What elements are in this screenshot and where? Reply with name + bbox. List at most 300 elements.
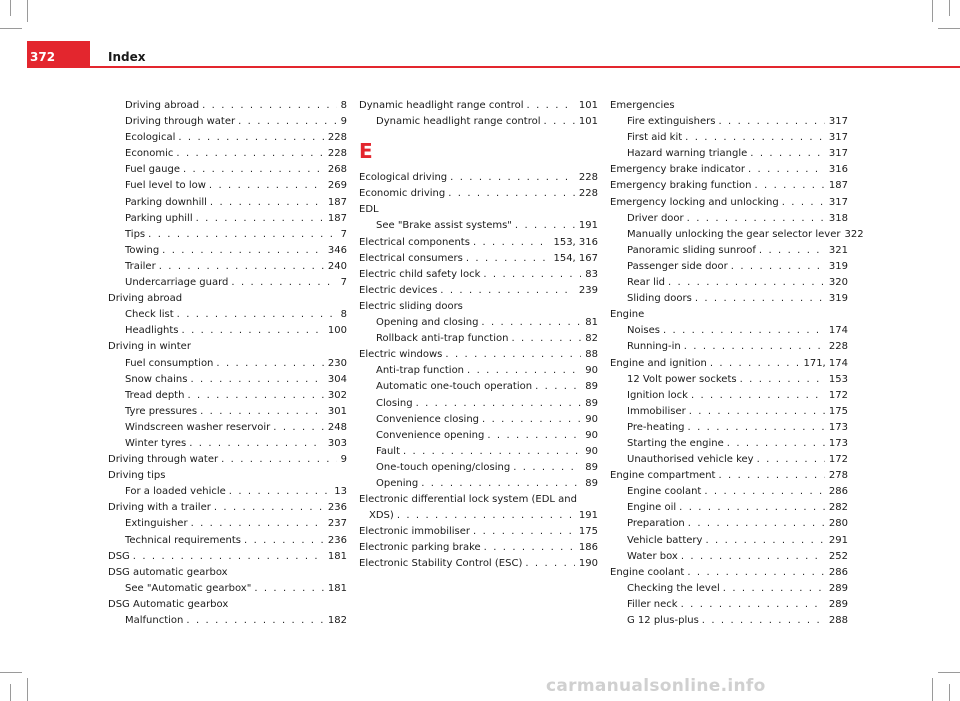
- dot-leader: [715, 468, 824, 484]
- entry-page-number: 239: [578, 284, 598, 296]
- index-subentry: [108, 195, 347, 211]
- crop-mark: [0, 672, 22, 673]
- dot-leader: [510, 460, 581, 476]
- entry-page-number: 171, 174: [803, 357, 848, 369]
- dot-leader: [183, 613, 324, 629]
- dot-leader: [678, 549, 825, 565]
- entry-page-number: 81: [585, 317, 598, 329]
- entry-label: Driving in winter: [108, 341, 191, 353]
- entry-page-number: 269: [327, 180, 347, 192]
- entry-page-number: 286: [828, 566, 848, 578]
- dot-leader: [720, 581, 825, 597]
- index-subentry: [610, 323, 848, 339]
- dot-leader: [173, 146, 323, 162]
- entry-label: Pre-heating: [627, 421, 685, 433]
- entry-page-number: 303: [327, 437, 347, 449]
- entry-label: Dynamic headlight range control: [376, 116, 541, 128]
- dot-leader: [470, 235, 550, 251]
- entry-page-number: 304: [327, 373, 347, 385]
- index-entry: [610, 307, 848, 323]
- index-entry: [359, 283, 598, 299]
- entry-page-number: 90: [585, 429, 598, 441]
- index-subentry: [108, 98, 347, 114]
- entry-label: Fuel consumption: [125, 357, 214, 369]
- entry-page-number: 289: [828, 582, 848, 594]
- entry-label: Closing: [376, 397, 413, 409]
- entry-label: Electronic parking brake: [359, 542, 481, 554]
- index-subentry: [108, 162, 347, 178]
- entry-page-number: 173: [828, 421, 848, 433]
- dot-leader: [418, 476, 581, 492]
- entry-label: One-touch opening/closing: [376, 461, 511, 473]
- crop-mark: [932, 678, 933, 701]
- dot-leader: [193, 211, 324, 227]
- entry-label: Winter tyres: [125, 437, 187, 449]
- index-entry: [108, 468, 347, 484]
- entry-page-number: 317: [828, 148, 848, 160]
- index-subentry: [610, 130, 848, 146]
- entry-label: Emergency brake indicator: [610, 164, 745, 176]
- entry-label: Electronic Stability Control (ESC): [359, 558, 523, 570]
- dot-leader: [682, 130, 825, 146]
- entry-page-number: 228: [327, 132, 347, 144]
- entry-label: EDL: [359, 204, 379, 216]
- index-entry: [359, 492, 598, 508]
- entry-page-number: 88: [585, 349, 598, 361]
- dot-leader: [197, 404, 324, 420]
- entry-label: Electric child safety lock: [359, 268, 481, 280]
- index-subentry: [108, 516, 347, 532]
- entry-label: Emergency braking function: [610, 180, 752, 192]
- crop-mark: [0, 28, 22, 29]
- index-subentry: [610, 597, 848, 613]
- index-subentry: [610, 549, 848, 565]
- entry-label: G 12 plus-plus: [627, 615, 699, 626]
- entry-page-number: 153: [828, 373, 848, 385]
- entry-label: Passenger side door: [627, 260, 728, 272]
- crop-mark: [938, 672, 960, 673]
- index-entry: [610, 468, 848, 484]
- dot-leader: [241, 533, 324, 549]
- entry-page-number: 322: [844, 228, 864, 240]
- index-subentry: [359, 428, 598, 444]
- index-subentry: [610, 243, 848, 259]
- entry-label: Engine coolant: [610, 566, 685, 578]
- entry-label: Panoramic sliding sunroof: [627, 244, 756, 256]
- dot-leader: [445, 186, 575, 202]
- index-subentry: [108, 178, 347, 194]
- dot-leader: [684, 565, 825, 581]
- index-subentry: [610, 581, 848, 597]
- entry-page-number: 172: [828, 389, 848, 401]
- index-subentry: [610, 146, 848, 162]
- crop-mark: [10, 684, 11, 701]
- dot-leader: [478, 315, 581, 331]
- entry-label: Engine oil: [627, 502, 677, 514]
- index-subentry: [108, 420, 347, 436]
- entry-label: Electrical components: [359, 236, 470, 248]
- dot-leader: [484, 428, 581, 444]
- entry-page-number: 173: [828, 437, 848, 449]
- entry-page-number: 317: [828, 132, 848, 144]
- entry-label: Driving through water: [108, 454, 219, 466]
- entry-page-number: 8: [340, 100, 347, 111]
- index-subentry: [610, 259, 848, 275]
- entry-label: Towing: [125, 244, 160, 256]
- entry-label: Running-in: [627, 341, 681, 353]
- header-rule: [90, 66, 960, 68]
- index-subentry: [610, 500, 848, 516]
- dot-leader: [213, 356, 324, 372]
- dot-leader: [130, 549, 324, 565]
- entry-label: 12 Volt power sockets: [627, 373, 737, 385]
- index-subentry: [359, 396, 598, 412]
- index-entry: [610, 98, 848, 114]
- index-entry: [610, 178, 848, 194]
- index-subentry: [108, 372, 347, 388]
- entry-label: DSG automatic gearbox: [108, 566, 228, 578]
- index-subentry: [108, 227, 347, 243]
- entry-page-number: 191: [578, 220, 598, 232]
- dot-leader: [747, 146, 825, 162]
- index-subentry: [108, 404, 347, 420]
- entry-label: Manually unlocking the gear selector lever: [627, 228, 841, 240]
- dot-leader: [676, 500, 825, 516]
- entry-page-number: 319: [828, 293, 848, 305]
- dot-leader: [678, 597, 825, 613]
- entry-label: Parking uphill: [125, 212, 193, 224]
- index-subentry: [108, 211, 347, 227]
- entry-label: Electric windows: [359, 349, 443, 361]
- crop-mark: [10, 0, 11, 16]
- index-column-3: [610, 98, 864, 629]
- entry-label: Economic: [125, 148, 174, 160]
- index-subentry: [108, 130, 347, 146]
- index-subentry: [108, 356, 347, 372]
- dot-leader: [692, 291, 825, 307]
- entry-label: XDS): [369, 510, 394, 522]
- index-subentry: [610, 372, 848, 388]
- index-subentry: [610, 613, 848, 629]
- index-subentry: [610, 404, 848, 420]
- dot-leader: [251, 581, 324, 597]
- entry-page-number: 90: [585, 445, 598, 457]
- index-subentry: [108, 484, 347, 500]
- dot-leader: [532, 379, 581, 395]
- index-subentry: [610, 436, 848, 452]
- entry-label: Emergency locking and unlocking: [610, 196, 779, 208]
- entry-label: Electronic immobiliser: [359, 526, 471, 538]
- entry-label: Tread depth: [125, 389, 185, 401]
- entry-page-number: 89: [585, 397, 598, 409]
- entry-label: Water box: [627, 550, 678, 562]
- dot-leader: [156, 259, 324, 275]
- entry-page-number: 236: [327, 502, 347, 514]
- crop-mark: [27, 678, 28, 701]
- dot-leader: [199, 98, 337, 114]
- entry-label: Fault: [376, 445, 400, 457]
- entry-page-number: 252: [828, 550, 848, 562]
- index-subentry: [108, 388, 347, 404]
- dot-leader: [174, 307, 337, 323]
- index-entry: [359, 524, 598, 540]
- index-subentry: [108, 533, 347, 549]
- dot-leader: [180, 162, 324, 178]
- dot-leader: [715, 114, 824, 130]
- dot-leader: [226, 484, 330, 500]
- entry-label: Unauthorised vehicle key: [627, 454, 754, 466]
- entry-page-number: 9: [340, 116, 347, 128]
- entry-label: Headlights: [125, 325, 179, 337]
- dot-leader: [754, 452, 825, 468]
- entry-label: Driving abroad: [108, 293, 183, 305]
- dot-leader: [524, 98, 575, 114]
- entry-label: Driving abroad: [125, 100, 200, 111]
- entry-label: Engine: [610, 309, 645, 321]
- page-header: [0, 41, 960, 68]
- entry-label: Snow chains: [125, 373, 188, 385]
- entry-page-number: 101: [578, 116, 598, 128]
- dot-leader: [724, 436, 825, 452]
- dot-leader: [751, 178, 824, 194]
- entry-page-number: 89: [585, 381, 598, 393]
- dot-leader: [701, 484, 825, 500]
- entry-label: Checking the level: [627, 582, 720, 594]
- index-entry: [108, 452, 347, 468]
- index-subentry: [359, 444, 598, 460]
- entry-label: Anti-trap function: [376, 365, 465, 377]
- entry-page-number: 8: [340, 309, 347, 321]
- entry-page-number: 90: [585, 365, 598, 377]
- entry-page-number: 317: [828, 116, 848, 128]
- entry-page-number: 280: [828, 518, 848, 530]
- index-entry: [610, 195, 848, 211]
- dot-leader: [228, 275, 336, 291]
- entry-label: Fuel level to low: [125, 180, 206, 192]
- entry-label: Driving through water: [125, 116, 236, 128]
- entry-label: First aid kit: [627, 132, 683, 144]
- dot-leader: [508, 331, 581, 347]
- entry-page-number: 228: [578, 172, 598, 184]
- entry-page-number: 7: [340, 228, 347, 240]
- dot-leader: [447, 170, 575, 186]
- entry-page-number: 291: [828, 534, 848, 546]
- index-entry: [108, 291, 347, 307]
- index-subentry: [610, 275, 848, 291]
- index-entry: [359, 540, 598, 556]
- index-subentry: [108, 259, 347, 275]
- entry-label: Technical requirements: [125, 534, 242, 546]
- entry-page-number: 174: [828, 325, 848, 337]
- index-entry: [359, 186, 598, 202]
- entry-label: Driving tips: [108, 470, 166, 482]
- entry-label: For a loaded vehicle: [125, 486, 226, 498]
- entry-page-number: 181: [327, 582, 347, 594]
- dot-leader: [707, 356, 800, 372]
- index-entry: [610, 565, 848, 581]
- index-subentry: [610, 388, 848, 404]
- index-subentry: [359, 412, 598, 428]
- dot-leader: [660, 323, 825, 339]
- dot-leader: [684, 211, 825, 227]
- entry-label: Ignition lock: [627, 389, 688, 401]
- entry-page-number: 181: [327, 550, 347, 562]
- index-subentry: [359, 331, 598, 347]
- entry-label: Trailer: [125, 260, 156, 272]
- dot-leader: [179, 323, 324, 339]
- entry-label: Undercarriage guard: [125, 277, 229, 289]
- entry-page-number: 190: [578, 558, 598, 570]
- entry-page-number: 301: [327, 405, 347, 417]
- entry-page-number: 182: [327, 615, 347, 626]
- entry-label: Preparation: [627, 518, 685, 530]
- index-subentry: [610, 211, 848, 227]
- index-subentry: [610, 516, 848, 532]
- entry-label: Electrical consumers: [359, 252, 463, 264]
- dot-leader: [175, 130, 324, 146]
- dot-leader: [665, 275, 825, 291]
- index-subentry: [610, 484, 848, 500]
- entry-label: DSG: [108, 550, 130, 562]
- index-subentry: [108, 323, 347, 339]
- entry-label: Fire extinguishers: [627, 116, 716, 128]
- entry-page-number: 319: [828, 260, 848, 272]
- entry-page-number: 90: [585, 413, 598, 425]
- entry-label: Check list: [125, 309, 174, 321]
- index-subentry: [108, 275, 347, 291]
- dot-leader: [702, 533, 824, 549]
- page-number: 372: [30, 50, 56, 64]
- dot-leader: [184, 388, 323, 404]
- index-column-2: [359, 98, 598, 573]
- entry-label: Vehicle battery: [627, 534, 703, 546]
- dot-leader: [541, 114, 575, 130]
- entry-page-number: 172: [828, 454, 848, 466]
- dot-leader: [699, 613, 825, 629]
- dot-leader: [464, 363, 581, 379]
- entry-label: Driver door: [627, 212, 684, 224]
- entry-page-number: 302: [327, 389, 347, 401]
- index-subentry: [610, 339, 848, 355]
- entry-page-number: 9: [340, 454, 347, 466]
- entry-label: Automatic one-touch operation: [376, 381, 533, 393]
- entry-page-number: 191: [578, 510, 598, 522]
- entry-page-number: 268: [327, 164, 347, 176]
- entry-page-number: 187: [327, 212, 347, 224]
- index-subentry: [359, 363, 598, 379]
- index-section-letter: E: [359, 139, 373, 164]
- index-entry: [359, 251, 598, 267]
- crop-mark: [949, 0, 950, 16]
- entry-label: Economic driving: [359, 188, 446, 200]
- crop-mark: [27, 0, 28, 22]
- entry-page-number: 228: [327, 148, 347, 160]
- dot-leader: [728, 259, 825, 275]
- index-subentry: [610, 291, 848, 307]
- index-subentry: [108, 436, 347, 452]
- entry-page-number: 175: [828, 405, 848, 417]
- entry-label: See "Brake assist systems": [376, 220, 512, 232]
- entry-page-number: 286: [828, 486, 848, 498]
- dot-leader: [187, 372, 323, 388]
- entry-page-number: 153, 316: [553, 236, 598, 248]
- index-entry: [359, 556, 598, 572]
- entry-label: Tyre pressures: [125, 405, 198, 417]
- entry-label: Convenience closing: [376, 413, 480, 425]
- entry-page-number: 187: [828, 180, 848, 192]
- index-subentry: [610, 420, 848, 436]
- dot-leader: [211, 500, 324, 516]
- dot-leader: [756, 243, 825, 259]
- entry-label: Ecological driving: [359, 172, 448, 184]
- entry-page-number: 320: [828, 277, 848, 289]
- entry-label: Engine coolant: [627, 486, 702, 498]
- dot-leader: [235, 114, 337, 130]
- entry-label: DSG Automatic gearbox: [108, 598, 229, 610]
- index-entry: [108, 549, 347, 565]
- entry-label: Fuel gauge: [125, 164, 180, 176]
- entry-page-number: 321: [828, 244, 848, 256]
- entry-label: Extinguisher: [125, 518, 188, 530]
- dot-leader: [522, 556, 575, 572]
- entry-page-number: 289: [828, 598, 848, 610]
- dot-leader: [394, 508, 575, 524]
- entry-label: Ecological: [125, 132, 176, 144]
- entry-label: Convenience opening: [376, 429, 485, 441]
- dot-leader: [270, 420, 324, 436]
- index-subentry: [359, 460, 598, 476]
- entry-page-number: 154, 167: [553, 252, 598, 264]
- entry-page-number: 240: [327, 260, 347, 272]
- dot-leader: [400, 444, 581, 460]
- index-subentry: [108, 114, 347, 130]
- index-entry: [359, 202, 598, 218]
- dot-leader: [481, 540, 575, 556]
- index-subentry: [610, 227, 864, 243]
- dot-leader: [688, 388, 825, 404]
- entry-label: Parking downhill: [125, 196, 207, 208]
- entry-page-number: 7: [340, 277, 347, 289]
- crop-mark: [932, 0, 933, 22]
- entry-page-number: 228: [828, 341, 848, 353]
- dot-leader: [512, 218, 575, 234]
- index-entry: [359, 98, 598, 114]
- index-subentry: [359, 218, 598, 234]
- entry-label: Tips: [125, 228, 146, 240]
- dot-leader: [207, 195, 324, 211]
- index-subentry: [359, 315, 598, 331]
- entry-page-number: 237: [327, 518, 347, 530]
- index-subentry: [610, 452, 848, 468]
- dot-leader: [206, 178, 324, 194]
- index-entry: [359, 235, 598, 251]
- entry-page-number: 83: [585, 268, 598, 280]
- entry-label: Sliding doors: [627, 293, 692, 305]
- entry-label: Noises: [627, 325, 660, 337]
- dot-leader: [480, 267, 581, 283]
- entry-page-number: 175: [578, 526, 598, 538]
- index-subentry: [108, 613, 347, 629]
- entry-label: Opening: [376, 477, 419, 489]
- entry-label: Electric devices: [359, 284, 438, 296]
- index-entry: [108, 565, 347, 581]
- entry-label: Rear lid: [627, 277, 665, 289]
- entry-label: Rollback anti-trap function: [376, 333, 509, 345]
- entry-page-number: 101: [578, 100, 598, 111]
- index-subentry: [610, 114, 848, 130]
- entry-page-number: 236: [327, 534, 347, 546]
- dot-leader: [413, 396, 582, 412]
